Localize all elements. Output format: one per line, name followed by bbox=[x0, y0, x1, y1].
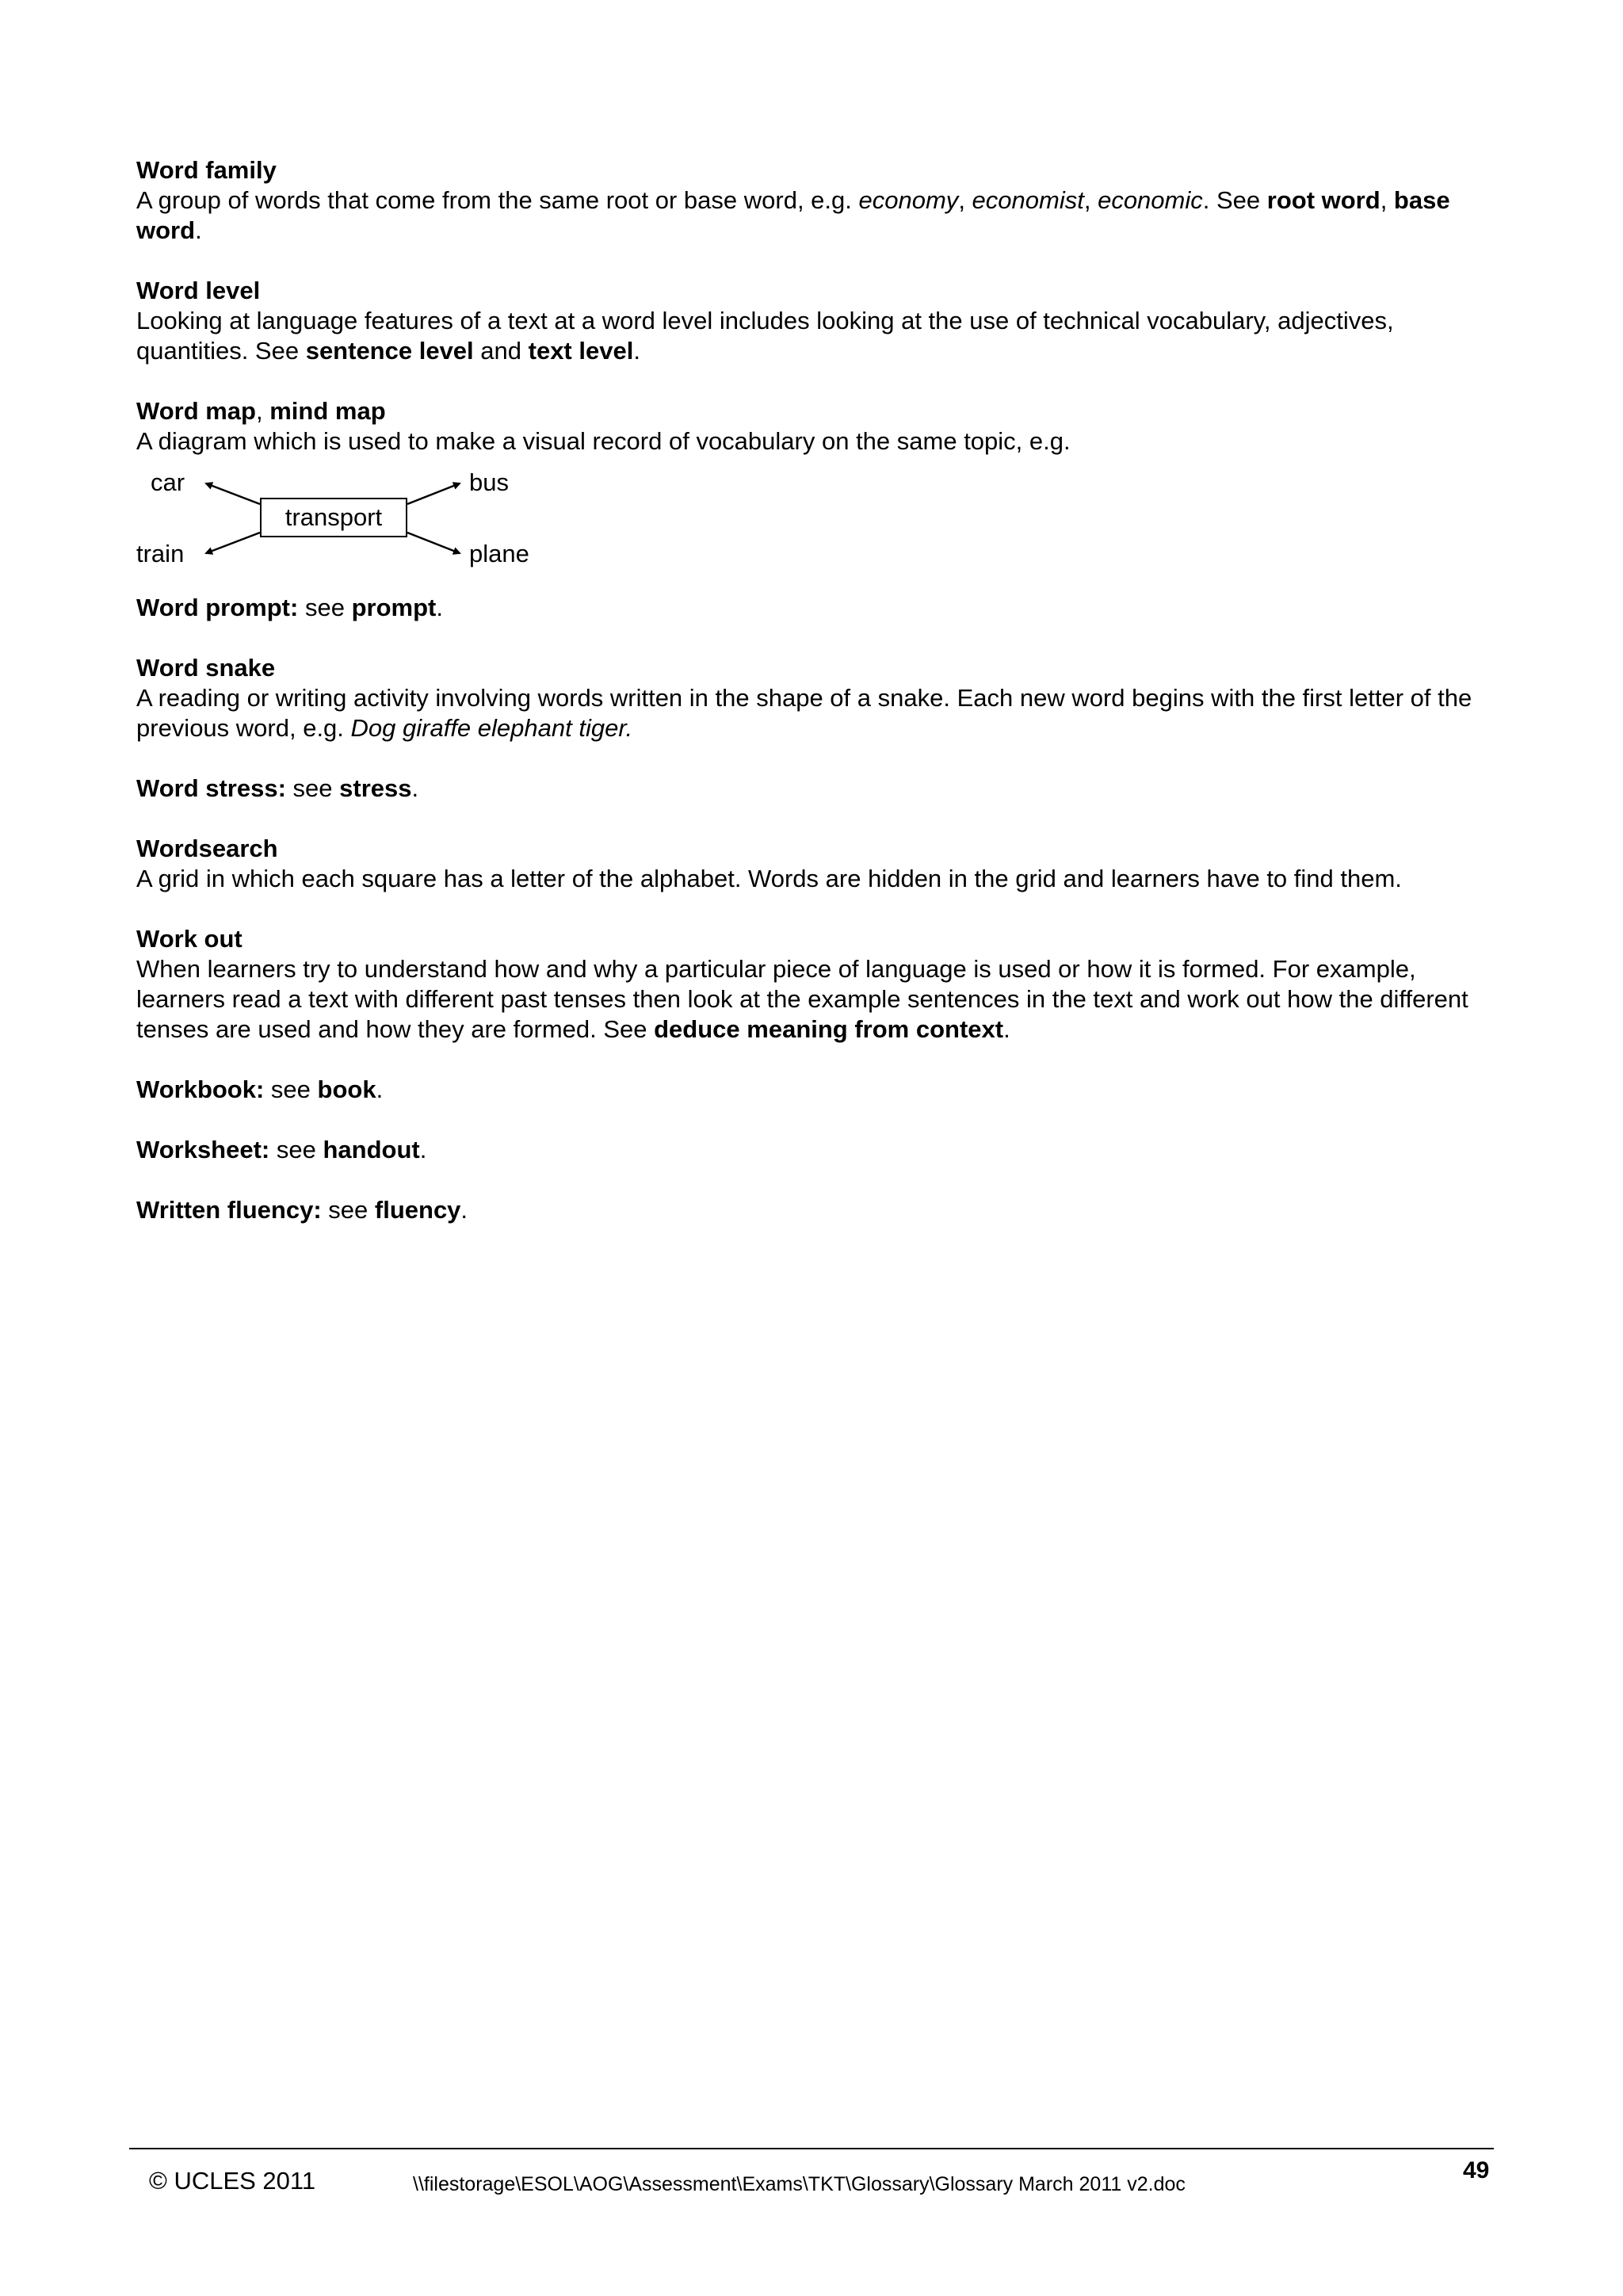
definition-word-map: A diagram which is used to make a visual record of vocabulary on the same topic, e.g. bbox=[136, 427, 1071, 455]
entry-word-level bbox=[136, 276, 1499, 366]
period: . bbox=[633, 337, 640, 365]
see-text: see bbox=[298, 594, 352, 621]
term-word-prompt: Word prompt: bbox=[136, 594, 299, 621]
entry-workbook bbox=[136, 1075, 1499, 1105]
map-center-transport: transport bbox=[260, 498, 407, 537]
crossref-text-level: text level bbox=[528, 337, 634, 365]
see-text: see bbox=[269, 1136, 323, 1163]
example-snake: Dog giraffe elephant tiger. bbox=[350, 714, 633, 742]
term-word-snake: Word snake bbox=[136, 654, 276, 682]
crossref-sentence-level: sentence level bbox=[305, 337, 474, 365]
arrow-to-bus bbox=[407, 483, 460, 504]
period: . bbox=[411, 774, 419, 802]
period: . bbox=[436, 594, 443, 621]
arrow-to-train bbox=[206, 533, 260, 553]
period: . bbox=[376, 1075, 384, 1103]
term-work-out: Work out bbox=[136, 925, 242, 953]
period: . bbox=[195, 216, 202, 244]
separator: , bbox=[958, 186, 972, 214]
definition-wordsearch: A grid in which each square has a letter of the alphabet. Words are hidden in the grid and learners have to find them. bbox=[136, 865, 1402, 892]
definition-word-snake bbox=[136, 683, 1499, 743]
arrow-to-plane bbox=[407, 533, 460, 553]
crossref-handout: handout bbox=[323, 1136, 420, 1163]
entry-word-map bbox=[136, 396, 1499, 457]
crossref-fluency: fluency bbox=[374, 1196, 461, 1224]
definition-work-out bbox=[136, 954, 1499, 1045]
entry-word-prompt bbox=[136, 593, 1499, 623]
connector: and bbox=[473, 337, 529, 365]
see-text: see bbox=[321, 1196, 375, 1224]
separator: , bbox=[256, 397, 270, 425]
term-wordsearch: Wordsearch bbox=[136, 835, 278, 862]
crossref-base-word: base word bbox=[136, 186, 1450, 244]
see-text: see bbox=[264, 1075, 318, 1103]
definition-text: . See bbox=[1202, 186, 1267, 214]
definition-text: A reading or writing activity involving words written in the shape of a snake. Each new word begins with the first letter of the previous word, e.g. bbox=[136, 684, 1472, 742]
entry-work-out bbox=[136, 924, 1499, 1045]
period: . bbox=[460, 1196, 468, 1224]
separator: , bbox=[1380, 186, 1394, 214]
word-map-diagram bbox=[136, 468, 612, 567]
period: . bbox=[419, 1136, 427, 1163]
entry-worksheet bbox=[136, 1135, 1499, 1165]
term-word-family: Word family bbox=[136, 156, 277, 184]
term-word-map: Word map bbox=[136, 397, 256, 425]
page-number: 49 bbox=[1463, 2157, 1490, 2183]
entry-written-fluency bbox=[136, 1195, 1499, 1225]
see-text: see bbox=[285, 774, 340, 802]
crossref-root-word: root word bbox=[1266, 186, 1381, 214]
term-worksheet: Worksheet: bbox=[136, 1136, 270, 1163]
term-word-level: Word level bbox=[136, 277, 261, 304]
map-node-train: train bbox=[136, 540, 185, 567]
footer-divider bbox=[129, 2148, 1494, 2149]
crossref-book: book bbox=[317, 1075, 376, 1103]
definition-text: A group of words that come from the same root or base word, e.g. bbox=[136, 186, 859, 214]
term-word-stress: Word stress: bbox=[136, 774, 286, 802]
footer-file-path: \\filestorage\ESOL\AOG\Assessment\Exams\TKT\Glossary\Glossary March 2011 v2.doc bbox=[413, 2173, 1186, 2195]
term-workbook: Workbook: bbox=[136, 1075, 265, 1103]
separator: , bbox=[1083, 186, 1098, 214]
example-economist: economist bbox=[972, 186, 1084, 214]
example-economy: economy bbox=[858, 186, 959, 214]
example-economic: economic bbox=[1098, 186, 1203, 214]
entry-word-stress bbox=[136, 774, 1499, 804]
footer-copyright: © UCLES 2011 bbox=[149, 2167, 316, 2195]
definition-word-level bbox=[136, 306, 1499, 366]
arrow-to-car bbox=[206, 483, 260, 504]
term-mind-map: mind map bbox=[269, 397, 386, 425]
glossary-content bbox=[136, 155, 1499, 1255]
entry-word-snake bbox=[136, 653, 1499, 743]
term-written-fluency: Written fluency: bbox=[136, 1196, 322, 1224]
entry-word-family bbox=[136, 155, 1499, 246]
definition-text: When learners try to understand how and why a particular piece of language is used or how it is formed. For example, learners read a text with different past tenses then look at the example sentences in the text and work out how the different tenses are used and how they are formed. See bbox=[136, 955, 1468, 1043]
entry-wordsearch bbox=[136, 834, 1499, 894]
crossref-deduce-meaning: deduce meaning from context bbox=[654, 1015, 1004, 1043]
crossref-prompt: prompt bbox=[351, 594, 437, 621]
map-node-car: car bbox=[151, 468, 185, 496]
map-node-plane: plane bbox=[469, 540, 529, 567]
crossref-stress: stress bbox=[339, 774, 412, 802]
definition-word-family bbox=[136, 185, 1499, 246]
map-node-bus: bus bbox=[469, 468, 509, 496]
definition-text: Looking at language features of a text at a word level includes looking at the use of technical vocabulary, adjectives, quantities. See bbox=[136, 307, 1394, 365]
period: . bbox=[1003, 1015, 1010, 1043]
